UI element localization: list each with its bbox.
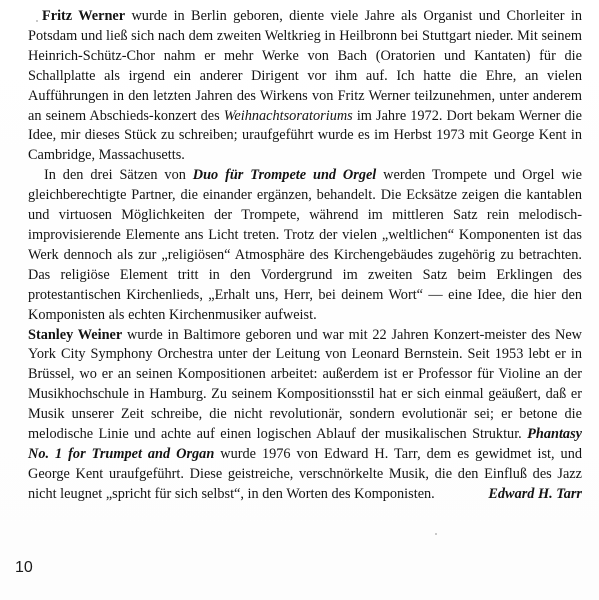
paragraph-text: In den drei Sätzen von <box>44 167 193 184</box>
author-signature: Edward H. Tarr <box>488 485 582 502</box>
paragraph-text-continued: im Jahre 1972. Dort bekam Werner die Idee, mir dieses Stück zu schreiben; uraufgeführt wurde es im Herbst 1973 mit George Kent in Cambridge, Massachusetts. <box>28 107 582 164</box>
composer-name-stanley-weiner: Stanley Weiner <box>28 326 123 343</box>
paragraph-fritz-werner <box>28 7 582 166</box>
paragraph-text-continued: wurde 1976 von Edward H. Tarr, dem es gewidmet ist, und George Kent uraufgeführt. Diese geistreiche, verschnörkelte Musik, die den Einfluß des Jazz nicht leugnet „spricht für sich selbst“, in den Worten des Komponisten. <box>28 445 582 502</box>
paragraph-text: wurde in Baltimore geboren und war mit 22 Jahren Konzert-meister des New York City Symphony Orchestra unter der Leitung von Leonard Bernstein. Seit 1953 lebt er in Brüssel, wo er an seinen Kompositionen arbeitet: außerdem ist er Professor für Violine an der Musikhochschule in Hamburg. Zu seinem Kompositionsstil hat er sich einmal geäußert, daß er Musik unserer Zeit schreibe, die nicht revolutionär, sondern evolutionär sei; er betone die melodische Linie und achte auf einen logischen Ablauf der musikalischen Struktur. <box>28 326 583 443</box>
work-title-weihnachtsoratorium: Weihnachtsoratoriums <box>223 107 353 124</box>
paragraph-duo <box>28 166 582 325</box>
print-speck <box>36 20 38 22</box>
composer-name-fritz-werner: Fritz Werner <box>42 8 126 24</box>
paragraph-stanley-weiner <box>28 326 582 505</box>
body-text <box>28 7 582 505</box>
work-title-phantasy: Phantasy No. 1 for Trumpet and Organ <box>28 426 582 462</box>
print-speck <box>435 533 437 535</box>
paragraph-text: wurde in Berlin geboren, diente viele Jahre als Organist und Chorleiter in Potsdam und ließ sich nach dem zweiten Weltkrieg in Heilbronn bei Stuttgart nieder. Mit seinem Heinrich-Schütz-Chor nahm er mehr Werke von Bach (Oratorien und Kantaten) für die Schallplatte als irgend ein anderer Dirigent vor ihm auf. Ich hatte die Ehre, an vielen Aufführungen in den letzten Jahren des Wirkens von Fritz Werner teilzunehmen, unter anderem an seinem Abschieds-konzert des <box>28 8 582 124</box>
paragraph-text-continued: werden Trompete und Orgel wie gleichberechtigte Partner, die einander ergänzen, behandelt. Die Ecksätze zeigen die kantablen und virtuosen Möglichkeiten der Trompete, während im mittleren Satz rein melodisch-improvisierende Elemente ans Licht treten. Trotz der vielen „weltlichen“ Komponenten ist das Werk dennoch als zur „religiösen“ Atmosphäre des Kirchengebäudes zugehörig zu betrachten. Das religiöse Element tritt in den Vordergrund im zweiten Satz beim Erklingen des protestantischen Kirchenlieds, „Erhalt uns, Herr, bei deinem Wort“ — eine Idee, die hier den Komponisten als echten Kirchenmusiker aufweist. <box>28 167 582 323</box>
work-title-duo: Duo für Trompete und Orgel <box>192 167 377 184</box>
page-number: 10 <box>15 559 33 576</box>
